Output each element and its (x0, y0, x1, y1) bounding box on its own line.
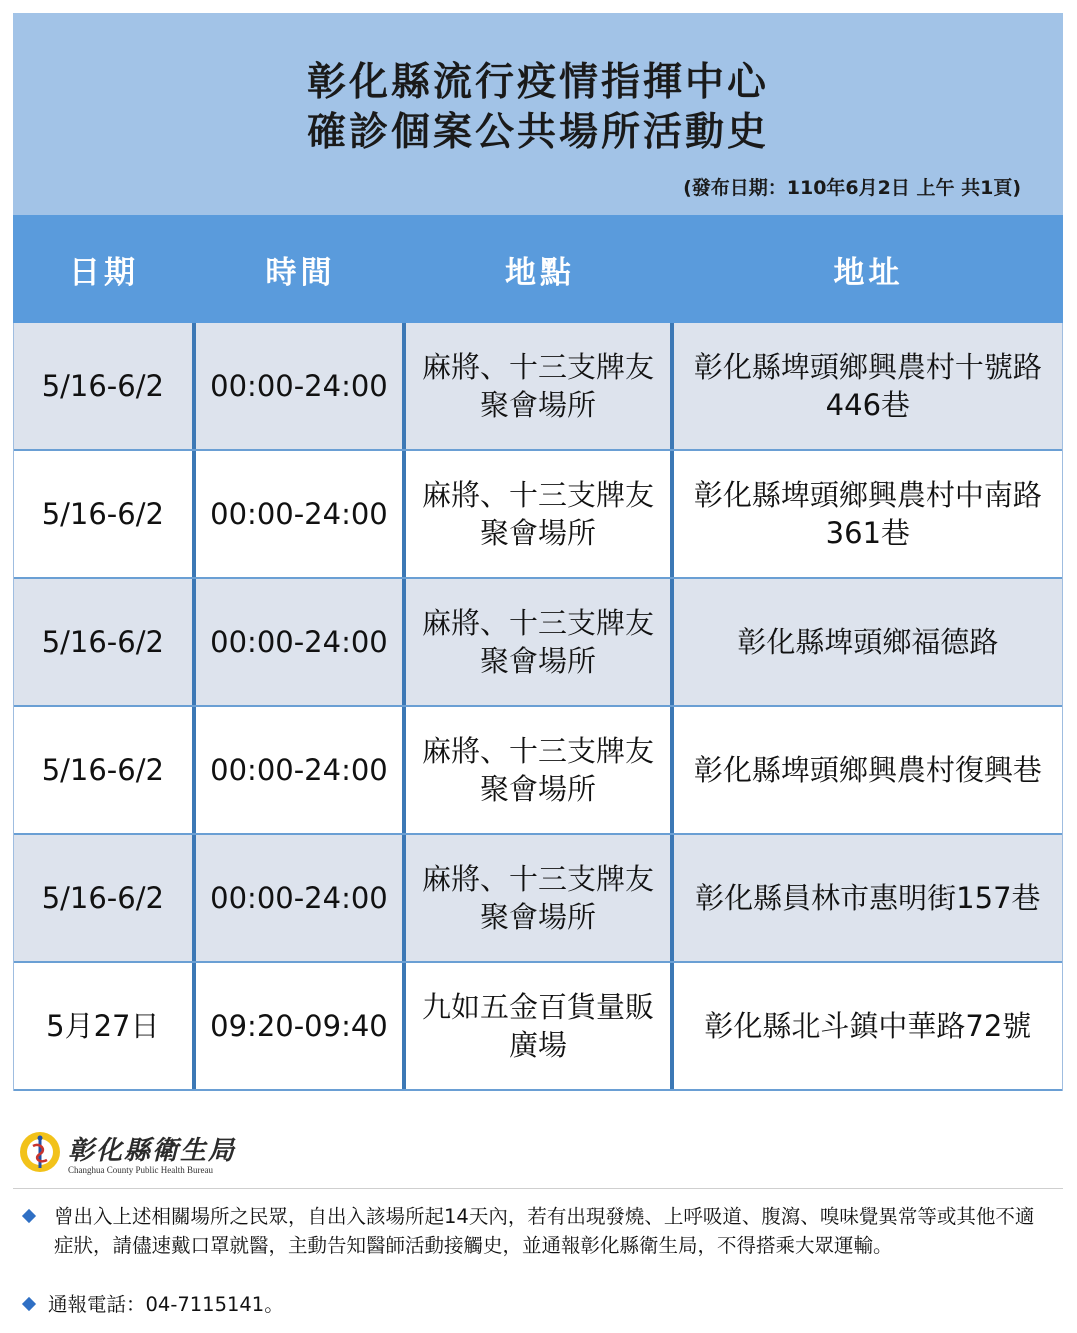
logo-name: 彰化縣衛生局 (68, 1135, 237, 1166)
cell-address-text: 彰化縣埤頭鄉興農村復興巷 (693, 753, 1042, 787)
column-header-date: 日期 (69, 254, 139, 291)
cell-address-text: 彰化縣員林市惠明街157巷 (695, 881, 1041, 915)
cell-time: 00:00-24:00 (196, 579, 407, 705)
publish-date: (發布日期：110年6月2日 上午 共1頁) (683, 177, 1021, 199)
table-header (13, 215, 1063, 323)
hotline-text: 通報電話：04-7115141。 (48, 1293, 284, 1316)
cell-address (674, 451, 1062, 577)
cell-address (674, 963, 1062, 1089)
cell-address (674, 323, 1062, 449)
page-subtitle: 確診個案公共場所活動史 (306, 110, 769, 155)
cell-time: 00:00-24:00 (196, 451, 407, 577)
cell-place (406, 835, 673, 961)
table-row (14, 963, 1062, 1091)
cell-date: 5/16-6/2 (14, 451, 196, 577)
notice-item (24, 1290, 284, 1319)
cell-place (406, 579, 673, 705)
cell-address (674, 835, 1062, 961)
cell-address-text: 彰化縣埤頭鄉福德路 (737, 625, 999, 659)
diamond-bullet-icon (22, 1208, 36, 1222)
notice-item (24, 1202, 1044, 1260)
cell-date: 5/16-6/2 (14, 579, 196, 705)
cell-address-text: 彰化縣北斗鎮中華路72號 (704, 1009, 1032, 1043)
cell-date: 5/16-6/2 (14, 707, 196, 833)
page-title: 彰化縣流行疫情指揮中心 (306, 60, 769, 105)
cell-date: 5/16-6/2 (14, 323, 196, 449)
cell-address-text: 彰化縣埤頭鄉興農村十號路446巷 (693, 350, 1042, 422)
cell-time: 09:20-09:40 (196, 963, 407, 1089)
health-bureau-logo (18, 1128, 236, 1176)
notice-text: 曾出入上述相關場所之民眾，自出入該場所起14天內，若有出現發燒、上呼吸道、腹瀉、嗅味覺異常等或其他不適症狀，請儘速戴口罩就醫，主動告知醫師活動接觸史，並通報彰化縣衛生局，不得搭乘大眾運輸。 (54, 1205, 1035, 1257)
cell-time: 00:00-24:00 (196, 323, 407, 449)
cell-place-text: 麻將、十三支牌友聚會場所 (421, 862, 654, 934)
table-row (14, 323, 1062, 451)
divider (13, 1188, 1063, 1189)
table-row (14, 835, 1062, 963)
cell-address-text: 彰化縣埤頭鄉興農村中南路361巷 (693, 478, 1042, 550)
column-header-place: 地點 (505, 254, 575, 291)
column-header-time: 時間 (265, 254, 336, 291)
cell-place (406, 451, 673, 577)
cell-address (674, 707, 1062, 833)
cell-place-text: 麻將、十三支牌友聚會場所 (421, 606, 654, 678)
table-row (14, 451, 1062, 579)
cell-place (406, 323, 673, 449)
logo-english: Changhua County Public Health Bureau (68, 1164, 213, 1175)
column-header-address: 地址 (833, 254, 904, 291)
cell-place-text: 麻將、十三支牌友聚會場所 (421, 478, 654, 550)
cell-place-text: 麻將、十三支牌友聚會場所 (421, 734, 654, 806)
diamond-bullet-icon (22, 1296, 36, 1310)
header-banner (13, 13, 1063, 215)
cell-time: 00:00-24:00 (196, 707, 407, 833)
cell-place-text: 九如五金百貨量販廣場 (421, 990, 654, 1062)
health-bureau-emblem-icon (18, 1128, 62, 1176)
cell-time: 00:00-24:00 (196, 835, 407, 961)
cell-address (674, 579, 1062, 705)
cell-date: 5月27日 (14, 963, 196, 1089)
cell-place-text: 麻將、十三支牌友聚會場所 (421, 350, 654, 422)
cell-date: 5/16-6/2 (14, 835, 196, 961)
cell-place (406, 707, 673, 833)
table-row (14, 707, 1062, 835)
table-body (13, 323, 1063, 1091)
table-row (14, 579, 1062, 707)
cell-place (406, 963, 673, 1089)
